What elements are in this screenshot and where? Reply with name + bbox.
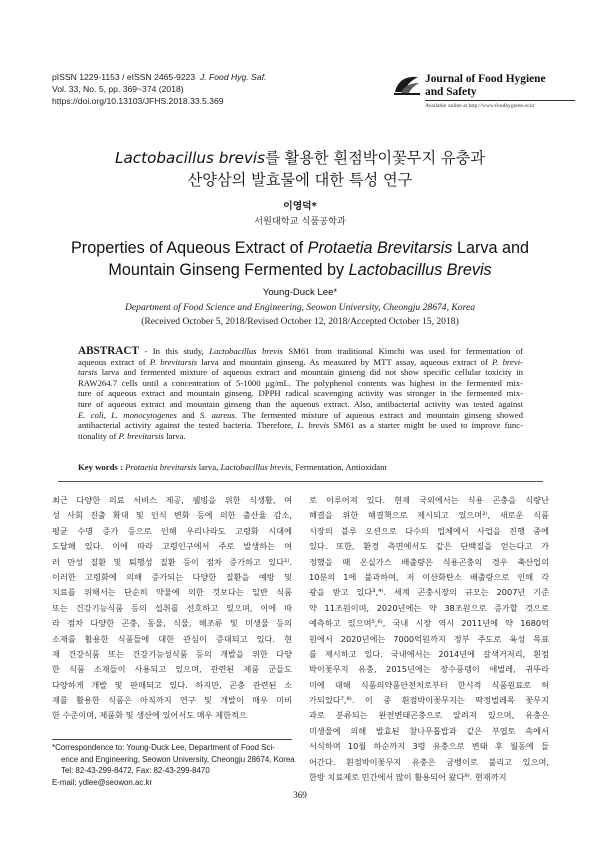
body-text-line: 치료를 위해서는 단순히 약물에 의한 것보다는 일반 식품 <box>52 587 292 598</box>
body-column-left <box>52 493 292 724</box>
body-text-line: 러 만성 질환 및 퇴행성 질환 등이 점차 증가하고 있다¹⁾. <box>52 556 292 567</box>
body-text-line: 로 이루어져 있다. 현재 국외에서는 식용 곤충을 식량난 <box>309 495 549 505</box>
body-text-line: 다양하게 개발 및 판매되고 있다. 하지만, 곤충 관련된 소 <box>52 679 292 690</box>
abstract-line: ture of aqueous extract and mountain ginseng than the aqueous extract. Also, antibacterial activity was tested against <box>78 398 523 409</box>
english-title-line2: Mountain Ginseng Fermented by Lactobacillus Brevis <box>108 261 492 279</box>
body-text-line: 재를 활용한 식품은 아직까지 연구 및 개발이 매우 미비 <box>52 695 292 706</box>
body-text-line: 평균 수명 증가 등으로 인해 우리나라도 고령화 시대에 <box>52 525 292 536</box>
footnote-line: *Correspondence to: Young-Duck Lee, Department of Food Sci- <box>52 743 275 752</box>
page-number: 369 <box>293 790 307 800</box>
doi-link[interactable]: https://doi.org/10.13103/JFHS.2018.33.5.369 <box>52 96 224 107</box>
body-text-line: 소재를 활용한 식품들에 대한 관심이 증대되고 있다. 현 <box>52 633 292 644</box>
keywords: Key words : Protaetia brevitarsis larva, Lactobacillus brevis, Fermentation, Antioxidant <box>78 462 387 472</box>
journal-emblem-icon <box>392 74 422 96</box>
received-dates: (Received October 5, 2018/Revised October 12, 2018/Accepted October 15, 2018) <box>141 316 459 327</box>
body-text-line: 재 건강식품 또는 건강기능성식품 등의 개발을 위한 다양 <box>52 648 292 659</box>
footnote-email[interactable]: E-mail: ydlee@seowon.ac.kr <box>52 777 153 787</box>
body-text-line: 어간다. 흰점박이꽃무지 유충은 굼벵이로 불리고 있으며, <box>309 756 549 767</box>
body-text-line: 미생물에 의해 발효된 참나무톱밥과 같은 부엽토 속에서 <box>309 725 549 736</box>
korean-title-line1: Lactobacillus brevis를 활용한 흰점박이꽃무지 유충과 <box>115 149 485 167</box>
issn-line: pISSN 1229-1153 / eISSN 2465-9223 J. Food Hyg. Saf. <box>52 72 267 82</box>
english-title-line1: Properties of Aqueous Extract of Protaetia Brevitarsis Larva and <box>71 239 529 257</box>
body-text-line: 한 식품 소재들이 사용되고 있으며, 관련된 제품 군들도 <box>52 664 292 675</box>
body-column-right <box>309 493 549 785</box>
body-text-line: 미에 대해 식품의약품안전처로부터 한시적 식품원료로 허 <box>309 679 549 690</box>
body-text-line: 도달해 있다. 이에 따라 고령인구에서 주로 발생하는 여 <box>52 541 292 552</box>
abstract-line: E. coli, L. monocytogenes and S. aureus. The fermented mixture of aqueous extract and mountain ginseng showed <box>78 409 524 420</box>
abstract-line: aqueous extract of P. brevitarsis larva and mountain ginseng. As measured by MTT assay, aqueous extract of P. brevi- <box>78 356 524 367</box>
footnote-line: ence and Engineering, Seowon University, Cheongju 28674, Korea <box>61 754 295 764</box>
abstract <box>78 346 523 441</box>
korean-author: 이영덕* <box>283 201 317 212</box>
logo-url[interactable]: Available online at http://www.foodhygiene.or.kr <box>425 103 535 109</box>
english-affiliation: Department of Food Science and Engineering, Seowon University, Cheongju 28674, Korea <box>124 302 476 313</box>
body-text-line: 한방 치료제로 민간에서 많이 활용되어 왔다⁹⁾. 현재까지 <box>309 772 507 783</box>
abstract-line: tarsis larva and fermented mixture of aqueous extract and mountain ginseng did not show specific cellular toxicity in <box>78 367 523 378</box>
abstract-line: RAW264.7 cells until a concentration of 5-1000 μg/mL. The polyphenol contents was highest in the fermented mix- <box>78 377 523 388</box>
korean-affiliation: 서원대학교 식품공학과 <box>254 216 346 227</box>
body-text-line: 10분의 1에 불과하여, 저 이산화탄소 배출량으로 인해 각 <box>309 571 549 582</box>
body-text-line: 박이꽃무지 유충, 2015년에는 장수풍뎅이 애벌레, 귀뚜라 <box>309 664 549 675</box>
abstract-line: antibacterial activity against the tested bacteria. Therefore, L. brevis SM61 as a starter might be used to improve func- <box>78 420 523 431</box>
volume-line: Vol. 33, No. 5, pp. 369~374 (2018) <box>52 84 184 95</box>
body-text-line: 가되었다⁷,⁸⁾. 이 중 흰점박이꽃무지는 딱정벌레목 꽃무지 <box>309 695 549 706</box>
korean-title-line2: 산양삼의 발효물에 대한 특성 연구 <box>187 171 413 189</box>
journal-logo <box>392 70 582 109</box>
body-text-line: 시장의 블루 오션으로 다수의 업체에서 사업을 진행 중에 <box>309 525 549 536</box>
keywords-divider <box>58 481 543 482</box>
body-text-line: 예측하고 있으며⁵,⁶⁾, 국내 시장 역시 2011년에 약 1680억 <box>309 618 549 629</box>
logo-title: Journal of Food Hygiene and Safety <box>425 73 546 98</box>
body-text-line: 한 수준이며, 제품화 및 생산에 있어서도 매우 제한적으 <box>52 710 247 721</box>
abstract-line: tionality of P. brevitarsis larva. <box>78 430 186 441</box>
footnote-divider <box>52 739 292 740</box>
body-text-line: 라 점차 다양한 곤충, 동물, 식물, 해조류 및 미생물 등의 <box>52 618 292 629</box>
body-text-line: 를 제시하고 있다. 국내에서는 2014년에 갈색거저리, 흰점 <box>309 648 549 659</box>
body-text-line: 성 사회 진출 확대 및 인식 변화 등에 의한 출산율 감소, <box>52 510 292 521</box>
logo-divider <box>425 100 575 101</box>
abstract-line: ture of aqueous extract and mountain ginseng. DPPH radical scavenging activity was stronger in the fermented mix- <box>78 388 523 399</box>
body-text-line: 서식하며 10월 하순까지 3령 유충으로 변태 후 월동에 들 <box>309 741 549 752</box>
footnote-line: Tel: 82-43-299-8472, Fax: 82-43-299-8470 <box>61 766 210 776</box>
body-text-line: 약 11조원이며, 2020년에는 약 38조원으로 증가할 것으로 <box>309 602 549 613</box>
body-text-line: 이러한 고령화에 의해 증가되는 다양한 질환을 예방 및 <box>52 571 292 582</box>
body-text-line: 또는 건강기능식품 등의 섭취를 선호하고 있으며, 이에 따 <box>52 602 292 613</box>
journal-header <box>52 71 302 108</box>
body-text-line: 과로 분류되는 완전변태곤충으로 알려져 있으며, 유충은 <box>309 710 549 721</box>
body-text-line: 해결을 위한 해결책으로 제시되고 있으며²⁾, 새로운 식품 <box>309 510 549 521</box>
correspondence-footnote <box>52 742 294 788</box>
english-author: Young-Duck Lee* <box>262 287 338 298</box>
body-text-line: 정했을 때 온실가스 배출량은 식용곤충의 경우 축산업의 <box>309 556 549 567</box>
body-text-line: 최근 다양한 의료 서비스 제공, 웰빙을 위한 식생활, 여 <box>52 495 292 505</box>
body-text-line: 광을 받고 있다³,⁴⁾. 세계 곤충시장의 규모는 2007년 기준 <box>309 587 549 598</box>
body-text-line: 있다. 또한, 환경 측면에서도 같은 단백질을 얻는다고 가 <box>309 541 549 552</box>
abstract-line: ABSTRACT - In this study, Lactobacillus brevis SM61 from traditional Kimchi was used for fermentation of <box>78 345 523 357</box>
body-text-line: 원에서 2020년에는 7000억원까지 정부 주도로 육성 목표 <box>309 633 549 644</box>
